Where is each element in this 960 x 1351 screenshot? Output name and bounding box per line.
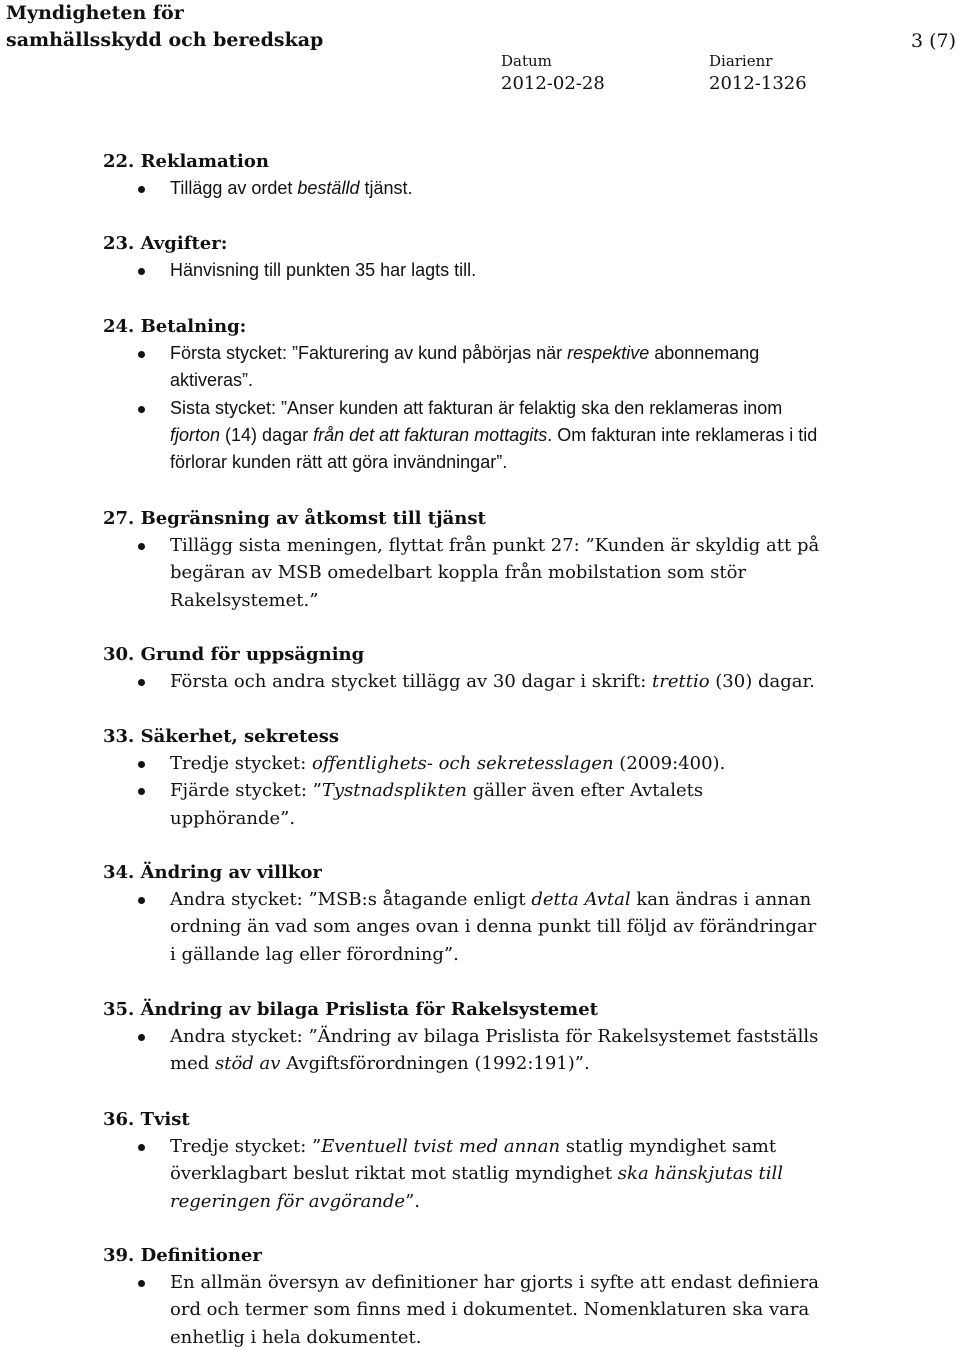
list-item: [103, 1023, 823, 1078]
emphasis: trettio: [652, 671, 710, 692]
organization-name-line2: samhällsskydd och beredskap: [6, 29, 324, 51]
text: En allmän översyn av definitioner har gjorts i syfte att endast definiera ord och termer som finns med i dokumentet. Nomenklaturen ska vara enhetlig i hela dokumentet.: [170, 1272, 820, 1348]
bullet-icon: [138, 351, 145, 358]
list-item: [103, 777, 823, 832]
section-title: 33. Säkerhet, sekretess: [103, 726, 340, 747]
bullet-list: [103, 257, 823, 284]
bullet-list: [103, 886, 823, 968]
bullet-list: [103, 175, 823, 202]
text: ”.: [405, 1190, 421, 1212]
section-35: [103, 996, 823, 1078]
emphasis: detta Avtal: [531, 889, 631, 910]
section-27: [103, 505, 823, 614]
text: Andra stycket: ”MSB:s åtagande enligt: [170, 889, 532, 910]
list-item: [103, 668, 823, 695]
list-item: [103, 750, 823, 777]
emphasis: ska hänskjutas till regeringen för avgörande: [170, 1163, 784, 1212]
text: Fjärde stycket: ”: [170, 780, 322, 802]
section-title: 22. Reklamation: [103, 151, 269, 172]
text: Sista stycket: ”Anser kunden att fakturan är felaktig ska den reklameras inom: [170, 397, 783, 418]
bullet-icon: [138, 679, 145, 686]
emphasis: från det att fakturan mottagits: [313, 424, 548, 445]
list-item: [103, 175, 823, 202]
bullet-icon: [138, 788, 145, 795]
bullet-icon: [138, 543, 145, 550]
section-23: [103, 230, 823, 284]
text: gäller även efter Avtalets upphörande”.: [170, 780, 704, 829]
section-title: 39. Definitioner: [103, 1245, 262, 1266]
text: Första stycket: ”Fakturering av kund påbörjas när: [170, 343, 568, 363]
emphasis: fjorton: [170, 424, 221, 445]
bullet-icon: [138, 1280, 145, 1287]
bullet-list: [103, 668, 823, 695]
text: Tillägg sista meningen, flyttat från punkt 27: ”Kunden är skyldig att på begäran av MSB omedelbart koppla från mobilstation som stör Rakelsystemet.”: [170, 535, 820, 611]
section-34: [103, 859, 823, 968]
bullet-list: [103, 340, 823, 476]
section-22: [103, 148, 823, 202]
section-title: 35. Ändring av bilaga Prislista för Rakelsystemet: [103, 999, 598, 1020]
section-33: [103, 723, 823, 832]
bullet-icon: [138, 268, 145, 275]
bullet-list: [103, 1023, 823, 1078]
section-title: 23. Avgifter:: [103, 233, 228, 254]
organization-name: [6, 0, 323, 54]
bullet-list: [103, 1269, 823, 1351]
bullet-icon: [138, 406, 145, 413]
list-item: [103, 257, 823, 284]
text: (30) dagar.: [709, 671, 815, 692]
text: Första och andra stycket tillägg av 30 dagar i skrift:: [170, 671, 652, 692]
section-title: 30. Grund för uppsägning: [103, 644, 365, 665]
bullet-list: [103, 1133, 823, 1215]
diarienr-value: 2012-1326: [709, 73, 807, 94]
section-39: [103, 1242, 823, 1351]
text: Tredje stycket:: [170, 753, 313, 774]
section-title: 27. Begränsning av åtkomst till tjänst: [103, 508, 486, 529]
text: Tredje stycket: ”: [170, 1136, 322, 1157]
diarienr-label: Diarienr: [709, 52, 773, 70]
section-36: [103, 1106, 823, 1215]
text: kan ändras i annan ordning än vad som anges ovan i denna punkt till följd av förändringar i gällande lag eller förordning”.: [170, 889, 817, 965]
section-30: [103, 641, 823, 695]
text: statlig myndighet samt överklagbart beslut riktat mot statlig myndighet: [170, 1136, 777, 1185]
emphasis: respektive: [567, 343, 650, 363]
text: (14) dagar: [220, 424, 314, 445]
date-value: 2012-02-28: [501, 73, 605, 94]
list-item: [103, 395, 823, 477]
text: tjänst.: [359, 178, 413, 198]
bullet-list: [103, 750, 823, 832]
text: Hänvisning till punkten 35 har lagts till.: [170, 260, 477, 280]
bullet-list: [103, 532, 823, 614]
bullet-icon: [138, 1144, 145, 1151]
date-label: Datum: [501, 52, 552, 70]
section-title: 24. Betalning:: [103, 316, 247, 337]
list-item: [103, 1269, 823, 1351]
text: (2009:400).: [613, 753, 726, 774]
text: . Om fakturan inte reklameras i tid förlorar kunden rätt att göra invändningar”.: [170, 424, 818, 473]
text: Andra stycket: ”Ändring av bilaga Prislista för Rakelsystemet fastställs med: [170, 1026, 819, 1075]
emphasis: stöd av: [214, 1053, 281, 1075]
page-number: 3 (7): [910, 30, 956, 52]
section-title: 36. Tvist: [103, 1109, 190, 1130]
bullet-icon: [138, 897, 145, 904]
emphasis: Tystnadsplikten: [321, 780, 467, 802]
list-item: [103, 532, 823, 614]
bullet-icon: [138, 761, 145, 768]
bullet-icon: [138, 186, 145, 193]
text: Avgiftsförordningen (1992:191)”.: [280, 1053, 590, 1075]
section-24: [103, 313, 823, 476]
text: Tillägg av ordet: [170, 178, 298, 198]
organization-name-line1: Myndigheten för: [6, 2, 184, 24]
text: abonnemang aktiveras”.: [170, 343, 760, 391]
section-title: 34. Ändring av villkor: [103, 862, 322, 883]
list-item: [103, 340, 823, 395]
emphasis: offentlighets- och sekretesslagen: [312, 753, 614, 774]
emphasis: Eventuell tvist med annan: [321, 1136, 561, 1157]
list-item: [103, 1133, 823, 1215]
list-item: [103, 886, 823, 968]
bullet-icon: [138, 1034, 145, 1041]
emphasis: beställd: [297, 178, 360, 198]
